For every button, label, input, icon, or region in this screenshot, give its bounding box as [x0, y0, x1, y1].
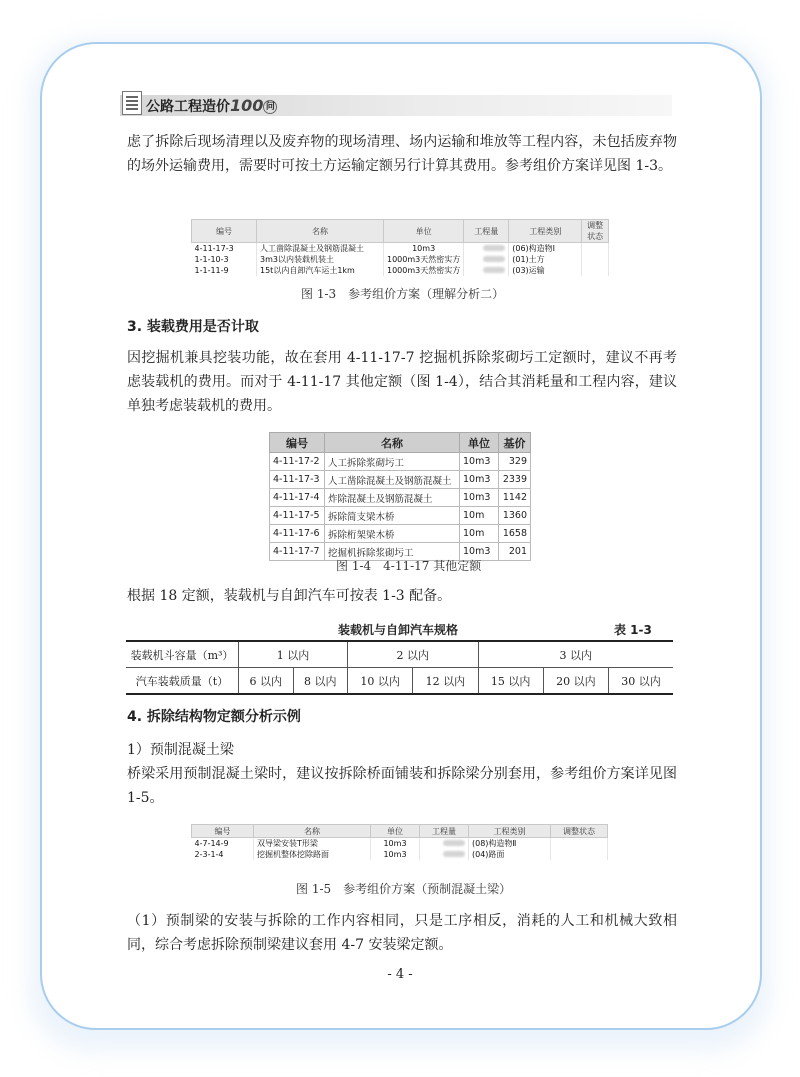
blurred-value [443, 851, 465, 857]
header-title [146, 96, 277, 116]
table-row [192, 243, 609, 255]
cell-unit: 1000m3天然密实方 [384, 254, 464, 265]
cell-unit: 10m3 [460, 471, 499, 489]
cell-status [551, 849, 608, 860]
col-header: 名称 [325, 433, 460, 453]
table-row [126, 641, 673, 668]
cell-code: 4-11-17-3 [192, 243, 257, 255]
cell-code: 4-7-14-9 [192, 838, 254, 850]
figure-1-5-caption: 图 1-5 参考组价方案（预制混凝土梁） [296, 882, 512, 896]
capacity-cell: 1 以内 [239, 641, 348, 668]
col-header: 工程量 [464, 220, 509, 243]
subheading-precast-beam: 1）预制混凝土梁 [127, 742, 234, 758]
paragraph-precast: 桥梁采用预制混凝土梁时，建议按拆除桥面铺装和拆除梁分别套用，参考组价方案详见图 1-5。 [127, 766, 677, 806]
col-header: 单位 [460, 433, 499, 453]
col-header: 工程类别 [469, 825, 551, 838]
cell-unit: 10m3 [371, 838, 420, 850]
col-header: 编号 [192, 825, 254, 838]
cell-code: 4-11-17-4 [270, 489, 325, 507]
cell-status [551, 838, 608, 850]
cell-price: 1658 [499, 525, 531, 543]
cell-code: 4-11-17-7 [270, 543, 325, 561]
cell-unit: 10m3 [460, 453, 499, 471]
cell-category: (03)运输 [509, 265, 582, 276]
cell-name: 人工凿除混凝土及钢筋混凝土 [257, 243, 384, 255]
cell-code: 2-3-1-4 [192, 849, 254, 860]
cell-code: 4-11-17-5 [270, 507, 325, 525]
load-cell: 8 以内 [293, 668, 348, 695]
col-header: 单位 [384, 220, 464, 243]
col-header: 名称 [257, 220, 384, 243]
heading-loading-cost: 3. 装载费用是否计取 [127, 319, 259, 335]
table-1-3-title: 装载机与自卸汽车规格 [338, 623, 459, 637]
cell-unit: 10m [460, 507, 499, 525]
table-1-3 [126, 640, 673, 695]
col-header: 工程量 [420, 825, 469, 838]
page-number: - 4 - [387, 967, 413, 982]
table-row [270, 507, 531, 525]
col-header: 工程类别 [509, 220, 582, 243]
col-header: 调整状态 [582, 220, 609, 243]
paragraph-loading: 因挖掘机兼具挖装功能，故在套用 4-11-17-7 挖掘机拆除浆砌圬工定额时，建议不再考虑装载机的费用。而对于 4-11-17 其他定额（图 1-4），结合其消耗量和工程内容，建议单独考虑装载机的费用。 [127, 350, 677, 414]
cell-code: 1-1-11-9 [192, 265, 257, 276]
table-row [192, 265, 609, 276]
blurred-value [443, 840, 465, 846]
cell-qty [464, 265, 509, 276]
paragraph-intro: 虑了拆除后现场清理以及废弃物的现场清理、场内运输和堆放等工程内容，未包括废弃物的场外运输费用，需要时可按土方运输定额另行计算其费用。参考组价方案详见图 1-3。 [127, 134, 677, 174]
header-number: 100 [230, 96, 264, 115]
cell-name: 拆除简支梁木桥 [325, 507, 460, 525]
cell-category: (08)构造物Ⅱ [469, 838, 551, 850]
cell-price: 1142 [499, 489, 531, 507]
cell-price: 2339 [499, 471, 531, 489]
table-1-3-number: 表 1-3 [614, 623, 652, 637]
cell-category: (06)构造物Ⅰ [509, 243, 582, 255]
col-header: 编号 [192, 220, 257, 243]
cell-price: 329 [499, 453, 531, 471]
cell-category: (04)路面 [469, 849, 551, 860]
table-row [192, 254, 609, 265]
cell-code: 4-11-17-2 [270, 453, 325, 471]
cell-unit: 1000m3天然密实方 [384, 265, 464, 276]
cell-name: 拆除桁架梁木桥 [325, 525, 460, 543]
table-row [270, 525, 531, 543]
paragraph-precast-detail: （1）预制梁的安装与拆除的工作内容相同，只是工序相反，消耗的人工和机械大致相同，综合考虑拆除预制梁建议套用 4-7 安装梁定额。 [127, 913, 677, 953]
col-header: 名称 [254, 825, 371, 838]
col-header: 编号 [270, 433, 325, 453]
row-label: 装载机斗容量（m³） [126, 641, 239, 668]
cell-unit: 10m3 [460, 543, 499, 561]
load-cell: 15 以内 [478, 668, 543, 695]
table-row [270, 453, 531, 471]
cell-name: 3m3以内装载机装土 [257, 254, 384, 265]
cell-qty [464, 243, 509, 255]
figure-1-4-caption: 图 1-4 4-11-17 其他定额 [336, 559, 482, 573]
load-cell: 10 以内 [348, 668, 413, 695]
blurred-value [483, 267, 505, 273]
running-header [120, 95, 672, 116]
cell-name: 挖掘机整体挖除路面 [254, 849, 371, 860]
figure-1-3-table [191, 219, 609, 276]
cell-code: 4-11-17-3 [270, 471, 325, 489]
row-label: 汽车装载质量（t） [126, 668, 239, 695]
table-row [270, 489, 531, 507]
header-title-text: 公路工程造价 [146, 99, 230, 115]
cell-category: (01)土方 [509, 254, 582, 265]
load-cell: 6 以内 [239, 668, 294, 695]
col-header: 调整状态 [551, 825, 608, 838]
cell-name: 挖掘机拆除浆砌圬工 [325, 543, 460, 561]
cell-status [582, 243, 609, 255]
load-cell: 20 以内 [543, 668, 608, 695]
cell-status [582, 254, 609, 265]
cell-price: 201 [499, 543, 531, 561]
col-header: 单位 [371, 825, 420, 838]
paragraph-table-ref: 根据 18 定额，装载机与自卸汽车可按表 1-3 配备。 [127, 588, 452, 604]
cell-name: 人工凿除混凝土及钢筋混凝土 [325, 471, 460, 489]
cell-name: 人工拆除浆砌圬工 [325, 453, 460, 471]
header-suffix: 问 [263, 100, 277, 114]
cell-qty [420, 849, 469, 860]
load-cell: 30 以内 [609, 668, 674, 695]
capacity-cell: 2 以内 [348, 641, 479, 668]
table-row [192, 838, 608, 850]
cell-qty [464, 254, 509, 265]
cell-unit: 10m3 [460, 489, 499, 507]
table-row [126, 668, 673, 695]
figure-1-4-table [269, 432, 531, 561]
cell-qty [420, 838, 469, 850]
blurred-value [483, 245, 505, 251]
blurred-value [483, 256, 505, 262]
cell-name: 炸除混凝土及钢筋混凝土 [325, 489, 460, 507]
cell-name: 双导梁安装T形梁 [254, 838, 371, 850]
table-row [270, 471, 531, 489]
cell-unit: 10m3 [371, 849, 420, 860]
cell-status [582, 265, 609, 276]
figure-1-5-table [191, 824, 608, 860]
cell-name: 15t以内自卸汽车运土1km [257, 265, 384, 276]
cell-unit: 10m [460, 525, 499, 543]
calculator-icon [122, 91, 142, 115]
cell-price: 1360 [499, 507, 531, 525]
table-row [192, 849, 608, 860]
cell-code: 1-1-10-3 [192, 254, 257, 265]
cell-unit: 10m3 [384, 243, 464, 255]
capacity-cell: 3 以内 [478, 641, 673, 668]
cell-code: 4-11-17-6 [270, 525, 325, 543]
load-cell: 12 以内 [413, 668, 478, 695]
heading-demolition-example: 4. 拆除结构物定额分析示例 [127, 709, 301, 725]
figure-1-3-caption: 图 1-3 参考组价方案（理解分析二） [301, 287, 505, 301]
col-header: 基价 [499, 433, 531, 453]
